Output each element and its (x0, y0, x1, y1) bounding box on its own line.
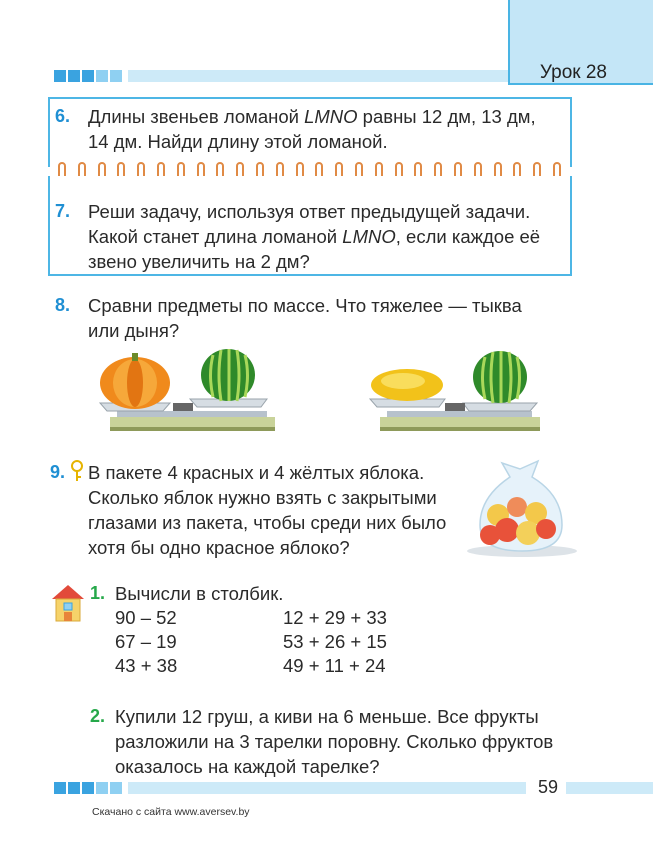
task-8-number: 8. (55, 295, 71, 315)
homework-2-line-2: разложили на 3 тарелки поровну. Сколько фруктов (115, 731, 554, 752)
scale-pumpkin-watermelon-illustration (95, 345, 285, 435)
task-9-line-3: глазами из пакета, чтобы среди них было (88, 512, 447, 533)
apple-bag-illustration (462, 455, 582, 560)
task-6-line-2: 14 дм. Найди длину этой ломаной. (88, 131, 388, 152)
task-9-line-1: В пакете 4 красных и 4 жёлтых яблока. (88, 462, 425, 483)
homework-2-line-1: Купили 12 груш, а киви на 6 меньше. Все фрукты (115, 706, 539, 727)
scale-melon-watermelon-illustration (365, 345, 545, 435)
homework-1-number: 1. (90, 583, 106, 603)
key-icon (69, 460, 85, 482)
task-9-line-2: Сколько яблок нужно взять с закрытыми (88, 487, 437, 508)
task-8-line-1: Сравни предметы по массе. Что тяжелее — тыква (88, 295, 522, 316)
task-7-line-2: Какой станет длина ломаной LMNO, если каждое её (88, 226, 541, 247)
expression: 90 – 52 (115, 607, 177, 628)
task-6-line-1: Длины звеньев ломаной LMNO равны 12 дм, 13 дм, (88, 106, 536, 127)
house-icon (50, 583, 86, 623)
homework-2-line-3: оказалось на каждой тарелке? (115, 756, 380, 777)
expression: 12 + 29 + 33 (283, 607, 387, 628)
homework-1-right-column (283, 606, 387, 678)
source-note: Скачано с сайта www.aversev.by (92, 806, 250, 818)
homework-1-left-column (115, 606, 177, 678)
expression: 49 + 11 + 24 (283, 655, 386, 676)
expression: 53 + 26 + 15 (283, 631, 387, 652)
task-7-number: 7. (55, 201, 71, 221)
task-9-number: 9. (50, 462, 66, 482)
task-8-line-2: или дыня? (88, 320, 180, 341)
task-7-line-1: Реши задачу, используя ответ предыдущей задачи. (88, 201, 531, 222)
homework-2-number: 2. (90, 706, 106, 726)
homework-1-title: Вычисли в столбик. (115, 583, 284, 604)
task-7-line-3: звено увеличить на 2 дм? (88, 251, 310, 272)
expression: 43 + 38 (115, 655, 178, 676)
expression: 67 – 19 (115, 631, 177, 652)
lesson-title: Урок 28 (539, 62, 607, 83)
page-number: 59 (538, 777, 559, 797)
task-6-number: 6. (55, 106, 71, 126)
task-9-line-4: хотя бы одно красное яблоко? (88, 537, 350, 558)
